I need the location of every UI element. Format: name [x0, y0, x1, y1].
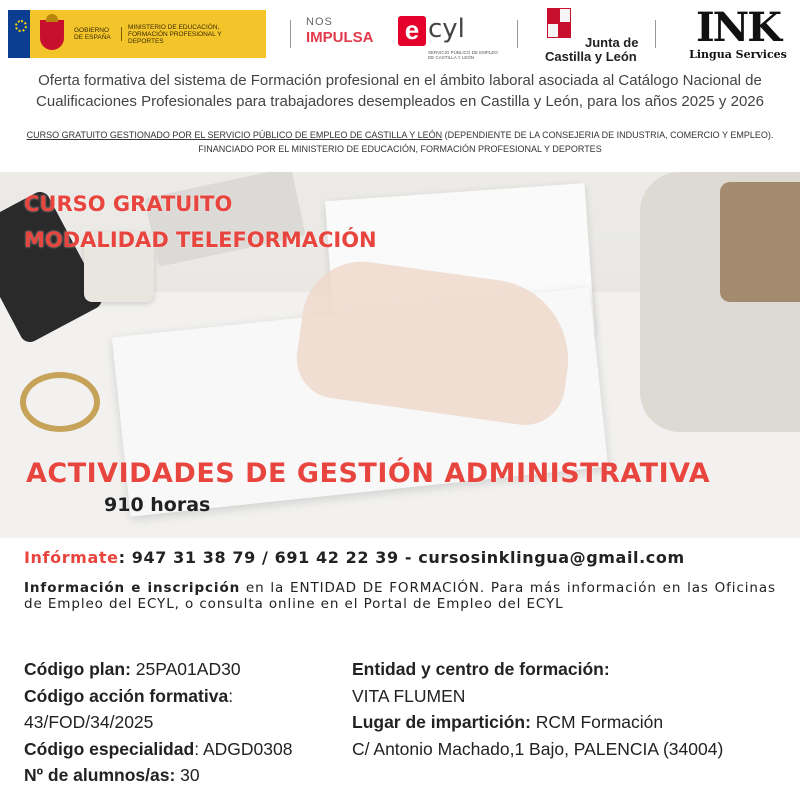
managed-by-notice: [10, 128, 790, 156]
especialidad-code-colon: :: [194, 738, 200, 759]
ecyl-e-mark: e: [398, 16, 426, 46]
entidad-label-text: Entidad y centro de formación:: [352, 659, 610, 679]
offer-description: Oferta formativa del sistema de Formación profesional en el ámbito laboral asociada al Catálogo Nacional de Cualificaciones Profesionales para trabajadores desempleados en Castilla y León, para los años 2025 y 2026: [36, 72, 764, 110]
nos-text: NOS: [306, 16, 333, 28]
especialidad-code-label: Código especialidad: [24, 738, 195, 759]
plan-code-value: 25PA01AD30: [130, 659, 241, 679]
logo-divider: [655, 20, 656, 48]
lugar-value: RCM Formación: [530, 712, 664, 732]
plan-code-row: [24, 656, 344, 683]
enrolment-info: [24, 580, 776, 612]
contact-colon: :: [118, 548, 126, 567]
contact-details: 947 31 38 79 / 691 42 22 39 - cursosinklingua@gmail.com: [125, 548, 685, 567]
accion-code-label: Código acción formativa: [24, 685, 229, 706]
course-codes-column: [24, 656, 344, 789]
plan-code-label: Código plan:: [24, 659, 131, 679]
course-title: ACTIVIDADES DE GESTIÓN ADMINISTRATIVA: [26, 458, 711, 489]
ecyl-logo: [398, 14, 498, 60]
entidad-label: [352, 656, 792, 683]
managed-underlined-text: CURSO GRATUITO GESTIONADO POR EL SERVICIO PÚBLICO DE EMPLEO DE CASTILLA Y LEÓN: [26, 130, 443, 140]
entidad-value: VITA FLUMEN: [352, 685, 466, 706]
logo-divider: [290, 20, 291, 48]
ink-lingua-logo: [680, 4, 796, 64]
alumnos-value: 30: [175, 765, 200, 785]
lugar-label: Lugar de impartición:: [352, 712, 531, 732]
keyboard-shape: [144, 172, 305, 267]
ecyl-subtitle: SERVICIO PÚBLICO DE EMPLEO DE CASTILLA Y LEÓN: [428, 50, 498, 60]
contact-line: [24, 548, 685, 567]
chair-shape: [720, 182, 800, 302]
junta-text-line1: Junta de: [585, 35, 639, 50]
hero-title-line1: CURSO GRATUITO: [24, 192, 233, 216]
lugar-row: [352, 709, 792, 736]
enrolment-info-text: en la ENTIDAD DE FORMACIÓN. Para más información en las Oficinas de Empleo del ECYL, o consulta online en el Portal de Empleo del ECYL: [24, 580, 776, 612]
enrolment-info-bold: Información e inscripción: [24, 580, 241, 596]
junta-text-line2: Castilla y León: [545, 49, 637, 64]
training-centre-column: [352, 656, 792, 762]
gobierno-espana-logo: [8, 10, 266, 58]
especialidad-code-row: [24, 736, 344, 763]
contact-label: Infórmate: [24, 548, 119, 567]
hero-photo: [0, 172, 800, 538]
eu-flag-icon: [8, 10, 30, 58]
accion-code-row: [24, 683, 344, 710]
logo-strip: [0, 0, 800, 68]
ink-subtitle: Lingua Services: [689, 48, 787, 61]
scissors-shape: [20, 372, 100, 432]
alumnos-row: [24, 762, 344, 789]
ecyl-wordmark: cyl: [428, 14, 465, 44]
address: C/ Antonio Machado,1 Bajo, PALENCIA (34004): [352, 738, 724, 759]
alumnos-label: Nº de alumnos/as:: [24, 765, 176, 785]
logo-divider: [517, 20, 518, 48]
especialidad-code-value: ADGD0308: [199, 738, 293, 759]
ink-wordmark: INK: [695, 4, 781, 51]
course-hours: 910 horas: [104, 494, 211, 516]
managed-rest-text: (DEPENDIENTE DE LA CONSEJERIA DE INDUSTRIA, COMERCIO Y EMPLEO). FINANCIADO POR EL MINISTERIO DE EDUCACIÓN, FORMACIÓN PROFESIONAL Y DEPORTES: [198, 130, 774, 154]
nos-impulsa-logo: [306, 14, 374, 46]
castilla-leon-shield-icon: [547, 8, 571, 38]
accion-code-value: 43/FOD/34/2025: [24, 712, 154, 732]
ministerio-text: MINISTERIO DE EDUCACIÓN, FORMACIÓN PROFESIONAL Y DEPORTES: [128, 23, 222, 45]
junta-castilla-leon-logo: [545, 8, 645, 64]
accion-code-colon: :: [228, 685, 234, 706]
hero-title-line2: MODALIDAD TELEFORMACIÓN: [24, 228, 377, 252]
gobierno-text: GOBIERNO DE ESPAÑA: [74, 27, 122, 41]
impulsa-text: IMPULSA: [306, 29, 374, 46]
spain-crest-icon: [36, 14, 68, 54]
